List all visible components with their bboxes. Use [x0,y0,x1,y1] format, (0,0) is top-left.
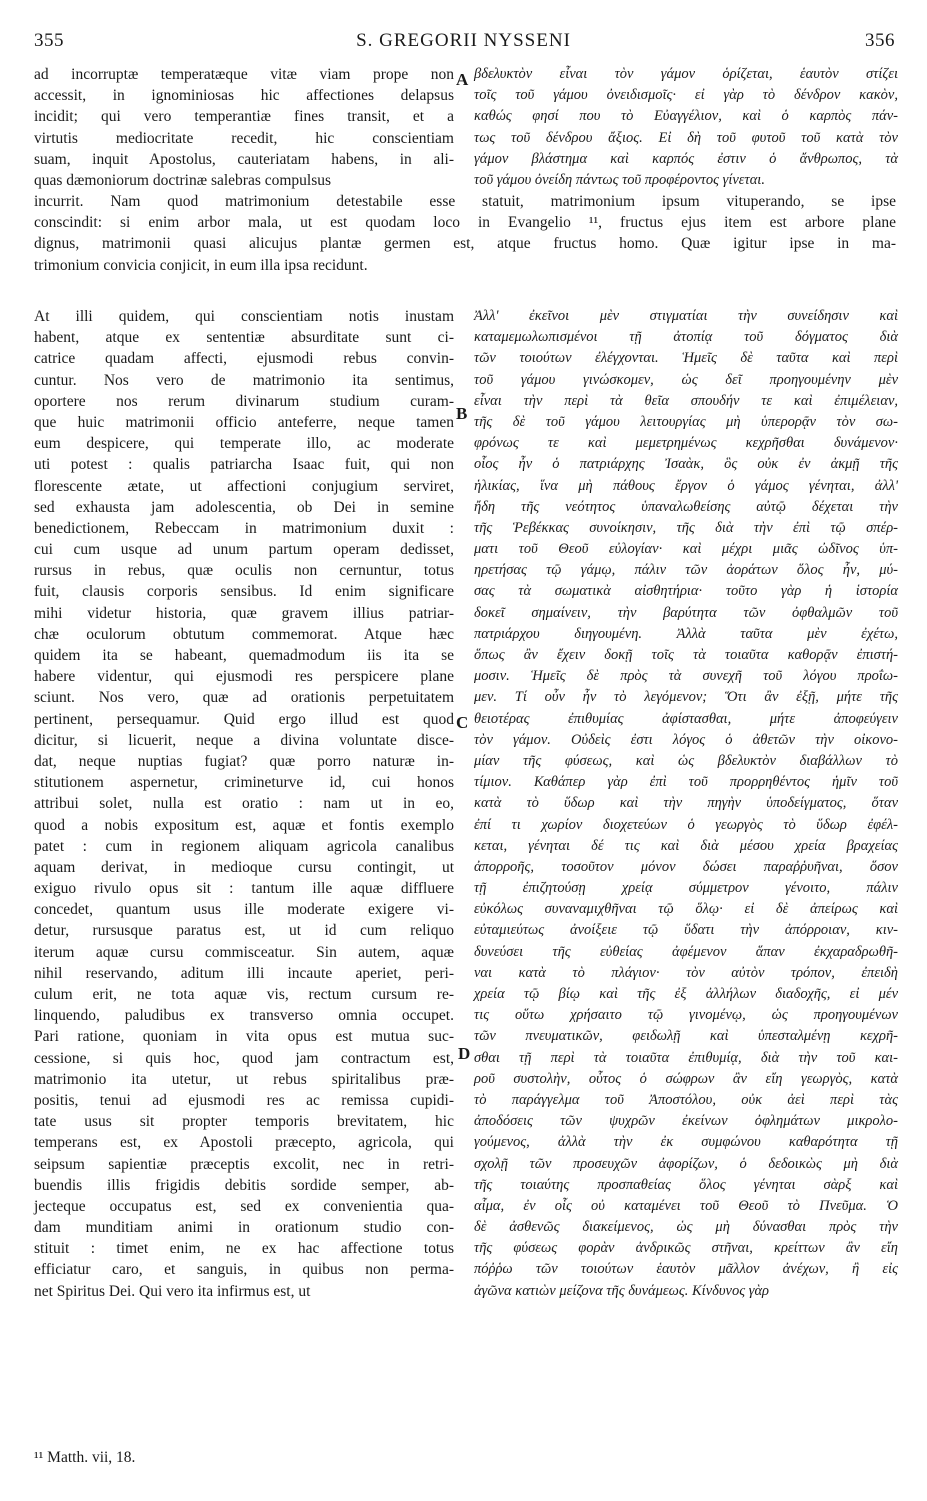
text-line: buendis illis frigidis debitis sordide semper, ab- [34,1176,454,1194]
text-line: Ἀλλ' ἐκεῖνοι μὲν στιγματίαι τὴν συνείδησιν καὶ [474,308,898,324]
text-line: θειοτέρας ἐπιθυμίας ἀφίστασθαι, μήτε ἀποφεύγειν [474,710,898,727]
text-line: καταμεμωλωπισμένοι τῇ ἀτοπίᾳ τοῦ δόγματος διὰ [474,329,898,346]
text-line: cuntur. Nos vero de matrimonio ita sentimus, [34,371,454,389]
text-line: positis, tenui ad ejusmodi res ac remissa cupidi- [34,1091,454,1109]
text-line: τῆς τοιαύτης προσπαθείας ὅλος γένηται σὰρξ καὶ [474,1176,898,1193]
text-line: καθώς φησί που τὸ Εὐαγγέλιον, καὶ ὁ καρπὸς πάν- [474,108,898,125]
text-line: que huic matrimonii officio anteferre, neque tamen [34,413,454,431]
text-line: At illi quidem, qui conscientiam notis inustam [34,308,454,325]
latin-text-column [34,306,454,1302]
text-line: τῶν τοιούτων ἐλέγχονται. Ἡμεῖς δὲ ταῦτα καὶ περὶ [474,350,898,367]
text-line: culum erit, ne tota aquæ vis, rectum cursum re- [34,986,454,1003]
text-line: virtutis mediocritate recedit, hic conscientiam [34,129,454,147]
text-line: δυνεύσει τῆς εὐθείας ἀφέμενον ἅπαν ἐκχαραδρωθῆ- [474,943,898,960]
text-line: τίμιον. Καθάπερ γὰρ ἐπὶ τοῦ προρρηθέντος ἡμῖν τοῦ [474,774,898,791]
text-line: seipsum sapientiæ præceptis excolit, nec in retri- [34,1155,454,1173]
text-line: aquam derivat, in medioque cursu contingit, ut [34,858,454,876]
text-line: sed exhausta jam adolescentia, ob Dei in semine [34,498,454,516]
text-line: κεται, γένηται δέ τις καὶ διὰ μέσου χρεία βραχείας [474,837,898,854]
text-line: ἐπί τι χωρίον διοχετεύων ὁ γεωργὸς τὸ ὕδωρ ἐφέλ- [474,816,898,833]
text-line: habent, atque ex sententiæ absurditate sunt ci- [34,329,454,347]
text-line: detur, rursusque paratus est, ut id cum reliquo [34,922,454,940]
text-line: τῆς δὲ τοῦ γάμου λειτουργίας μὴ ὑπερορᾷν τὸν σω- [474,413,898,430]
margin-marker-b: B [456,404,468,423]
text-line: florescente ætate, ut affectioni conjugium serviret, [34,477,454,495]
text-line: uti potest : qualis patriarcha Isaac fuit, qui non [34,456,454,474]
text-line: sciunt. Nos vero, quæ ad orationis perpetuitatem [34,689,454,707]
text-line: σας τὰ σωματικὰ αἰσθητήρια· τοῦτο γὰρ ἡ ἱστορία [474,583,898,600]
text-line: Pari ratione, quoniam in vita opus est mutua suc- [34,1028,454,1046]
left-page-number: 355 [34,30,64,51]
text-line: σθαι τῇ περὶ τὰ τοιαῦτα ἐπιθυμίᾳ, διὰ τὴν τοῦ και- [474,1049,898,1066]
text-line: accessit, in ignominiosas hic affectiones delapsus [34,87,454,105]
text-line: fuit, clausis corporis sensibus. Id enim significare [34,583,454,601]
text-line: temperans est, ex Apostoli præcepto, agricola, qui [34,1134,454,1152]
text-line: ad incorruptæ temperatæque vitæ viam prope non [34,66,454,83]
text-line: ναι κατὰ τὸ πλάγιον· τὸν αὐτὸν τρόπον, ἐπειδὴ [474,964,898,981]
text-line: trimonium convicia conjicit, in eum illa ipsa recidunt. [34,256,368,274]
text-line: ἀποδόσεις τῶν ψυχρῶν ἐκείνων ὀφλημάτων μικρολο- [474,1113,898,1130]
text-line: rursus in rebus, quæ oculis non cernuntur, totus [34,562,454,580]
text-line: dat, neque nuptias fugiat? quæ porro naturæ in- [34,752,454,770]
text-line: attribui solet, nulla est oratio : nam ut in eo, [34,795,454,813]
margin-marker-a: A [456,70,469,89]
latin-text-full-width [34,191,896,276]
text-line: φρόνως τε καὶ μεμετρημένως κεχρῆσθαι δυνάμενον· [474,435,898,452]
margin-marker-c: C [456,713,469,732]
text-line: catrice quadam affecti, ejusmodi rebus convin- [34,350,454,368]
text-line: τοῖς τοῦ γάμου ὀνειδισμοῖς· εἰ γὰρ τὸ δένδρον κακὸν, [474,87,898,104]
text-line: ματι τοῦ Θεοῦ εὐλογίαν· καὶ μέχρι μιᾶς ὠδῖνος ὑπ- [474,541,898,558]
text-line: οἷος ἦν ὁ πατριάρχης Ἰσαὰκ, ὃς οὐκ ἐν ἀκμῇ τῆς [474,456,898,473]
text-line: cui cum usque ad unum partum operam dedisset, [34,541,454,559]
text-line: cessione, si quis hoc, quod jam contractum est, [34,1049,454,1067]
text-line: τὸ παράγγελμα τοῦ Ἀποστόλου, οὐκ ἀεὶ περὶ τὰς [474,1091,898,1108]
text-line: pertinent, persequamur. Quid ergo illud est quod [34,710,454,728]
text-line: ἀπορροῆς, τοσοῦτον μόνον δώσει παραῤῥυῆναι, ὅσον [474,858,898,875]
text-line: βδελυκτὸν εἶναι τὸν γάμον ὁρίζεται, ἑαυτὸν στίζει [474,66,898,82]
text-line: αἷμα, ἐν οἷς οὐ καταμένει τοῦ Θεοῦ τὸ Πνεῦμα. Ὁ [474,1197,898,1214]
text-line: tate usus sit propter temporis brevitatem, hic [34,1113,454,1131]
text-line: patet : cum in regionem aliquam agricola canalibus [34,837,454,855]
text-line: κατὰ τὸ ὕδωρ καὶ τὴν πηγὴν ὑποδείγματος, ὅταν [474,795,898,812]
text-line: concedet, quantum usus ille moderate exigere vi- [34,901,454,919]
text-line: γούμενος, ἀλλὰ τὴν ἐκ συμφώνου καθαρότητα τῇ [474,1134,898,1151]
text-line: μίαν τῆς φύσεως, καὶ ὡς βδελυκτὸν διαβάλλων τὸ [474,752,898,769]
text-line: net Spiritus Dei. Qui vero ita infirmus est, ut [34,1282,311,1300]
text-line: τῆς φύσεως φορὰν ἀνδρικῶς στῆναι, κρείττων ἂν εἴη [474,1240,898,1257]
text-line: benedictionem, Rebeccam in matrimonium duxit : [34,519,454,537]
text-line: ἤδη τῆς νεότητος ὑπαναλωθείσης αὐτῷ δέχεται τὴν [474,498,898,515]
text-line: χρεία τῷ βίῳ καὶ τῆς ἐξ ἀλλήλων διαδοχῆς, εἰ μέν [474,986,898,1002]
text-line: ηρετήσας τῷ γάμῳ, πάλιν τῶν ἀοράτων ὅλος ἦν, μύ- [474,562,898,579]
text-line: oportere nos rerum divinarum studium curam- [34,392,454,410]
text-line: nihil reservando, aditum illi incaute aperiet, peri- [34,964,454,982]
text-line: πατριάρχου διηγουμένη. Ἀλλὰ ταῦτα μὲν ἐχέτω, [474,625,898,642]
text-line: jecteque occupatus est, sed ex convenientia qua- [34,1197,454,1215]
greek-text-top [474,64,898,191]
text-line: τῆς Ῥεβέκκας συνοίκησιν, τῆς διὰ τὴν ἐπὶ τῷ σπέρ- [474,519,898,536]
text-line: dam munditiam animi in orationum studio con- [34,1219,454,1237]
text-line: habere videntur, qui ejusmodi res perspicere plane [34,668,454,686]
text-line: εἶναι τὴν περὶ τὰ θεῖα σπουδήν τε καὶ ἐπιμέλειαν, [474,392,898,409]
text-line: quidem ita se habeant, quemadmodum iis ita se [34,647,454,664]
text-line: εὐκόλως συναναμιχθῆναι τῷ ὅλῳ· εἰ δὲ ἀπείρως καὶ [474,901,898,918]
text-line: quod a nobis expositum est, aquæ et fontis exemplo [34,816,454,834]
text-line: suam, inquit Apostolus, cauteriatam habens, in ali- [34,150,454,168]
margin-marker-d: D [458,1044,471,1063]
text-line: μεν. Τί οὖν ἦν τὸ λεγόμενον; Ὅτι ἂν ἐξῇ, μήτε τῆς [474,689,898,706]
text-line: τως τοῦ δένδρου ἄξιος. Εἰ δὴ τοῦ φυτοῦ τοῦ κατὰ τὸν [474,129,898,146]
text-line: ὅπως ἂν ἔχειν δοκῇ τοῖς τὰ τοιαῦτα καθορᾷν ἐπιστή- [474,647,898,663]
text-line: γάμον βλάστημα καὶ καρπός ἐστιν ὁ ἄνθρωπος, τὰ [474,150,898,167]
text-line: δοκεῖ σημαίνειν, τὴν βαρύτητα τῶν ὀφθαλμῶν τοῦ [474,604,898,621]
text-line: τῶν πνευματικῶν, φειδωλῇ καὶ ὑπεσταλμένῃ κεχρῆ- [474,1028,898,1045]
text-line: stituit : timet enim, ne ex hac affectione totus [34,1240,454,1258]
text-line: quas dæmoniorum doctrinæ salebras compulsus [34,171,332,189]
text-line: μοσιν. Ἡμεῖς δὲ πρὸς τὰ συνεχῆ τοῦ λόγου προΐω- [474,668,898,685]
text-line: stitutionem aspernetur, crimineturve id, cui honos [34,774,454,792]
text-line: dignus, matrimonii quasi alicujus plantæ germen est, atque fructus homo. Quæ igitur ipse in ma- [34,235,896,253]
text-line: τῇ ἐπιζητούσῃ χρείᾳ σύμμετρον γένοιτο, πάλιν [474,880,898,897]
text-line: eum despicere, qui temperate illo, ac moderate [34,435,454,453]
running-title: S. GREGORII NYSSENI [356,30,571,51]
text-line: σχολῇ τῶν προσευχῶν ἀφορίζων, ὁ δεδοικὼς μὴ διὰ [474,1155,898,1172]
text-line: exiguo rivulo opus sit : tantum ille aquæ diffluere [34,880,454,898]
text-line: incidit; qui vero temperantiæ fines transit, et a [34,108,454,126]
text-line: ροῦ συστολὴν, οὗτος ὁ σώφρων ἂν εἴη γεωργὸς, κατὰ [474,1070,898,1087]
text-line: ἡλικίας, ἵνα μὴ πάθους ἔργον ὁ γάμος γένηται, ἀλλ' [474,477,898,494]
text-line: τις οὕτω χρήσαιτο τῷ γινομένῳ, ὡς προηγουμένων [474,1007,898,1024]
text-line: incurrit. Nam quod matrimonium detestabile esse statuit, matrimonium ipsum vituperando, se ipse [34,193,896,210]
text-line: iterum aquæ cursu commisceatur. Sin autem, aquæ [34,943,454,961]
latin-text-top [34,64,454,191]
greek-text-column [474,306,898,1302]
text-line: πόῤῥω τῶν τοιούτων ἑαυτὸν μᾶλλον ἀνέχων, ἢ εἰς [474,1261,898,1278]
text-line: δὲ ἀσθενῶς διακείμενος, ὡς μὴ δύνασθαι πρὸς τὴν [474,1219,898,1236]
text-line: chæ oculorum obtutum commemorat. Atque hæc [34,625,454,643]
right-page-number: 356 [865,30,895,51]
text-line: efficiatur caro, et sanguis, in quibus non perma- [34,1261,454,1279]
text-line: τοῦ γάμου ὀνείδη πάντως τοῦ προφέροντος γίνεται. [474,171,765,188]
text-line: linquendo, paludibus ex transverso omnia occupet. [34,1007,454,1025]
text-line: ἀγῶνα κατιὼν μείζονα τῆς δυνάμεως. Κίνδυνος γὰρ [474,1282,770,1299]
text-line: mihi videtur historia, quæ gravem illius patriar- [34,604,454,622]
text-line: dicitur, si licuerit, neque a divina voluntate disce- [34,731,454,749]
text-line: τὸν γάμον. Οὐδεὶς ἐστι λόγος ὁ ἀθετῶν τὴν οἰκονο- [474,731,898,748]
text-line: conscindit: si enim arbor mala, ut est quodam loco in Evangelio ¹¹, fructus ejus item est arbore plane [34,214,896,232]
text-line: matrimonio ita utetur, ut rebus spiritalibus præ- [34,1070,454,1088]
text-line: τοῦ γάμου γινώσκομεν, ὡς δεῖ προηγουμένην μὲν [474,371,898,388]
footnote: ¹¹ Matth. vii, 18. [34,1449,136,1466]
text-line: εὐταμιεύτως ἀνοίξειε τῷ ὕδατι τὴν ἀπόρροιαν, κιν- [474,922,898,939]
